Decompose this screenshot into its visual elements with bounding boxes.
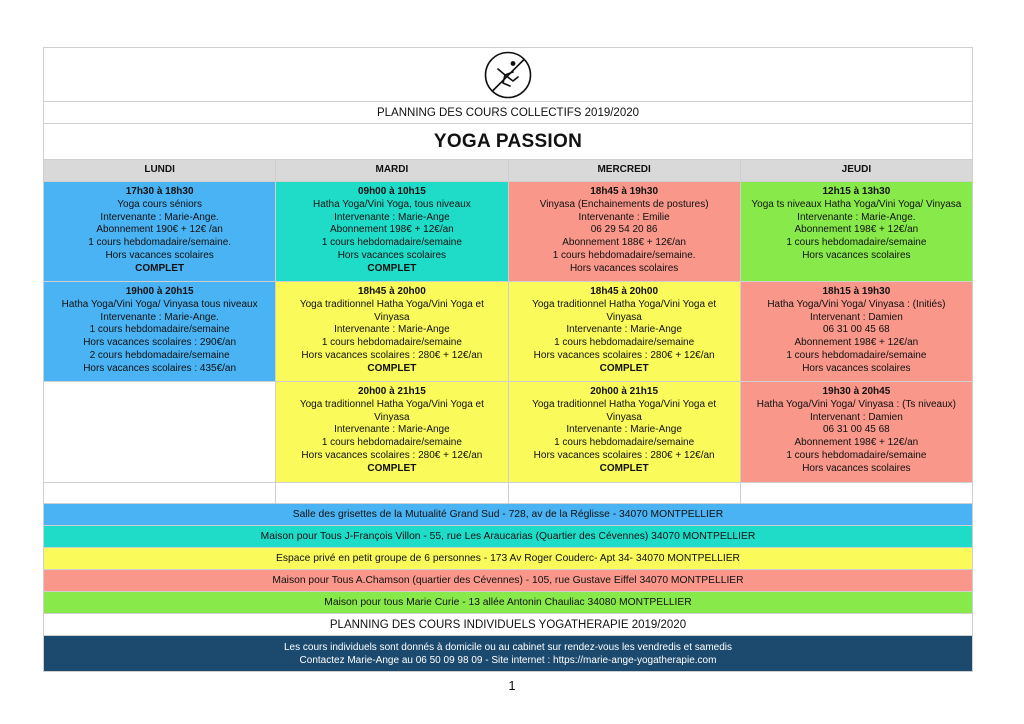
class-detail-line: Intervenant : Damien [809,411,903,423]
class-detail-line: Hors vacances scolaires : 280€ + 12€/an [533,449,715,461]
schedule-body [43,182,973,483]
location-row: Maison pour Tous A.Chamson (quartier des Cévennes) - 105, rue Gustave Eiffel 34070 MONTPELLIER [43,570,973,592]
contact-info-line: Contactez Marie-Ange au 06 50 09 98 09 - Site internet : https://marie-ange-yogatherapie.com [299,654,717,666]
class-detail-line: Abonnement 198€ + 12€/an [330,224,454,236]
class-detail-line: Hors vacances scolaires [569,262,679,274]
class-detail-line: Hatha Yoga/Vini Yoga/ Vinyasa : (Ts niveaux) [756,398,956,410]
spacer-cell [44,483,276,503]
class-detail-line: 06 29 54 20 86 [590,224,658,236]
class-detail-line: 06 31 00 45 68 [823,324,890,336]
status-badge: COMPLET [599,362,649,374]
class-slot-cell [741,182,972,281]
class-detail-line: 2 cours hebdomadaire/semaine [89,349,230,361]
class-detail-line: 1 cours hebdomadaire/semaine [321,237,462,249]
class-detail-line: Intervenante : Marie-Ange [334,324,450,336]
location-row: Salle des grisettes de la Mutualité Grand Sud - 728, av de la Réglisse - 34070 MONTPELLIER [43,504,973,526]
class-detail-line: Intervenante : Marie-Ange [334,424,450,436]
class-time: 18h45 à 20h00 [590,286,659,297]
class-detail-line: Intervenante : Marie-Ange. [797,211,916,223]
class-slot-cell [741,282,972,381]
class-detail-line: 1 cours hebdomadaire/semaine. [552,249,696,261]
status-badge: COMPLET [367,362,417,374]
class-detail-line: Yoga cours séniors [117,198,202,210]
class-detail-line: 1 cours hebdomadaire/semaine [786,349,927,361]
class-detail-line: Yoga traditionnel Hatha Yoga/Vini Yoga et [299,398,484,410]
class-detail-line: Hors vacances scolaires : 280€ + 12€/an [301,349,483,361]
class-time: 19h30 à 20h45 [822,386,891,397]
class-detail-line: Intervenante : Emilie [578,211,670,223]
class-time: 17h30 à 18h30 [125,186,194,197]
class-time: 18h15 à 19h30 [822,286,891,297]
spacer-cell [741,483,972,503]
yoga-pose-slash-icon [483,50,533,100]
class-detail-line: Vinyasa (Enchainements de postures) [539,198,709,210]
class-detail-line: Vinyasa [606,311,642,323]
class-detail-line: Hatha Yoga/Vini Yoga/ Vinyasa tous niveaux [61,298,258,310]
collective-planning-subtitle: PLANNING DES COURS COLLECTIFS 2019/2020 [43,102,973,124]
class-time: 09h00 à 10h15 [357,186,426,197]
class-detail-line: Yoga traditionnel Hatha Yoga/Vini Yoga et [299,298,484,310]
class-time: 18h45 à 20h00 [357,286,426,297]
location-row: Maison pour Tous J-François Villon - 55, rue Les Araucarias (Quartier des Cévennes) 34070 MONTPELLIER [43,526,973,548]
class-slot-cell [509,382,741,482]
day-header-monday: LUNDI [44,160,276,181]
class-detail-line: Yoga traditionnel Hatha Yoga/Vini Yoga et [532,398,717,410]
individual-planning-title: PLANNING DES COURS INDIVIDUELS YOGATHERAPIE 2019/2020 [43,614,973,636]
location-row: Maison pour tous Marie Curie - 13 allée Antonin Chauliac 34080 MONTPELLIER [43,592,973,614]
schedule-sheet [43,47,973,672]
class-slot-cell [741,382,972,482]
class-detail-line: Hatha Yoga/Vini Yoga/ Vinyasa : (Initiés) [767,298,946,310]
individual-info-line: Les cours individuels sont donnés à domicile ou au cabinet sur rendez-vous les vendredis et samedis [283,641,733,653]
class-detail-line: Intervenante : Marie-Ange [334,211,450,223]
class-detail-line: 1 cours hebdomadaire/semaine [786,237,927,249]
class-detail-line: Hors vacances scolaires [105,249,214,261]
day-header-tuesday: MARDI [276,160,508,181]
class-detail-line: Hors vacances scolaires [802,249,911,261]
class-detail-line: Hors vacances scolaires [337,249,447,261]
class-detail-line: Vinyasa [606,411,642,423]
class-time: 12h15 à 13h30 [822,186,891,197]
locations-legend [43,504,973,614]
page-number: 1 [508,678,516,693]
class-slot-cell [44,282,276,381]
class-detail-line: 1 cours hebdomadaire/semaine [554,337,695,349]
class-detail-line: Yoga ts niveaux Hatha Yoga/Vini Yoga/ Vinyasa [751,198,962,210]
class-detail-line: Vinyasa [374,311,410,323]
class-detail-line: 06 31 00 45 68 [823,424,890,436]
class-detail-line: Abonnement 198€ + 12€/an [794,337,919,349]
class-detail-line: Yoga traditionnel Hatha Yoga/Vini Yoga et [532,298,717,310]
class-detail-line: Intervenant : Damien [809,311,903,323]
class-detail-line: Abonnement 188€ + 12€/an [562,237,686,249]
day-header-thursday: JEUDI [841,164,872,176]
class-slot-cell [44,182,276,281]
class-time: 20h00 à 21h15 [590,386,659,397]
class-time: 18h45 à 19h30 [590,186,659,197]
class-time: 20h00 à 21h15 [357,386,426,397]
class-detail-line: 1 cours hebdomadaire/semaine [554,437,695,449]
class-detail-line: Hors vacances scolaires [802,462,911,474]
class-detail-line: Intervenante : Marie-Ange [566,324,682,336]
day-header-row [43,160,973,182]
individual-info-banner [43,636,973,672]
class-detail-line: Hors vacances scolaires : 280€ + 12€/an [533,349,715,361]
class-detail-line: Abonnement 198€ + 12€/an [794,437,919,449]
day-header-wednesday: MERCREDI [509,160,741,181]
class-detail-line: Abonnement 198€ + 12€/an [794,224,919,236]
class-slot-cell [276,382,508,482]
status-badge: COMPLET [599,462,649,474]
class-detail-line: Hors vacances scolaires : 290€/an [83,337,237,349]
spacer-cell [509,483,741,503]
logo-row [43,47,973,102]
status-badge: COMPLET [367,462,417,474]
schedule-row [43,182,973,282]
class-detail-line: Intervenante : Marie-Ange. [100,211,219,223]
status-badge: COMPLET [135,262,185,274]
class-detail-line: Hors vacances scolaires [802,362,911,374]
class-slot-cell [509,182,741,281]
class-time: 19h00 à 20h15 [125,286,194,297]
class-detail-line: 1 cours hebdomadaire/semaine [321,337,462,349]
class-detail-line: Hatha Yoga/Vini Yoga, tous niveaux [313,198,471,210]
class-detail-line: Vinyasa [374,411,410,423]
class-detail-line: 1 cours hebdomadaire/semaine. [88,237,232,249]
class-slot-cell [276,182,508,281]
class-detail-line: 1 cours hebdomadaire/semaine [321,437,462,449]
class-detail-line: 1 cours hebdomadaire/semaine [89,324,230,336]
class-detail-line: Hors vacances scolaires : 280€ + 12€/an [301,449,483,461]
spacer-cell [276,483,508,503]
schedule-row [43,382,973,483]
class-detail-line: Abonnement 190€ + 12€ /an [96,224,223,236]
status-badge: COMPLET [367,262,417,274]
class-detail-line: Intervenante : Marie-Ange [566,424,682,436]
class-slot-cell [276,282,508,381]
schedule-row [43,282,973,382]
page-title: YOGA PASSION [43,124,973,160]
class-slot-cell [44,382,276,482]
class-detail-line: 1 cours hebdomadaire/semaine [786,449,927,461]
class-slot-cell [509,282,741,381]
spacer-row [43,483,973,504]
class-detail-line: Intervenante : Marie-Ange. [100,311,219,323]
class-detail-line: Hors vacances scolaires : 435€/an [83,362,237,374]
location-row: Espace privé en petit groupe de 6 personnes - 173 Av Roger Couderc- Apt 34- 34070 MONTPELLIER [43,548,973,570]
